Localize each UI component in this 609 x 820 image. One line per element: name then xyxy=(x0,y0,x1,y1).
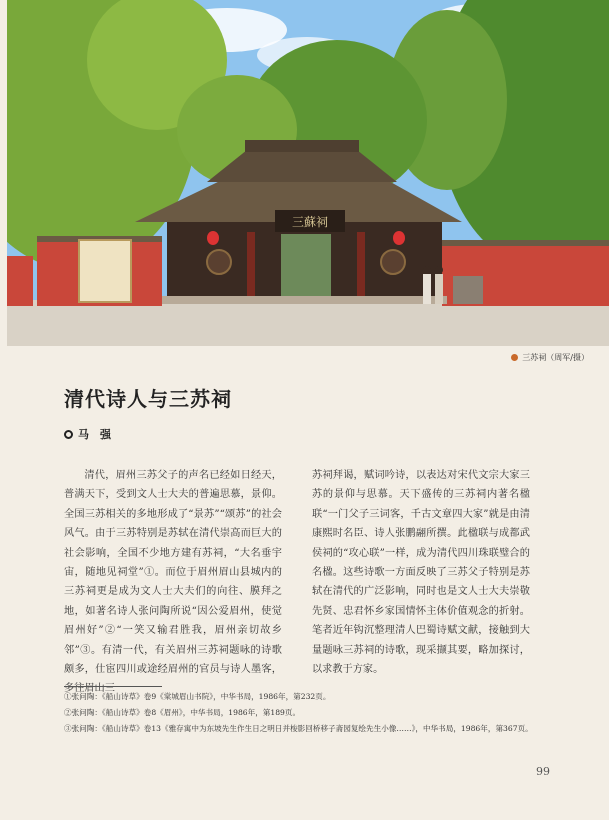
author-line xyxy=(64,426,111,442)
plaque-text: 三蘇祠 xyxy=(291,215,329,229)
photo-caption xyxy=(511,352,589,363)
caption-text: 三苏祠（周军/摄） xyxy=(522,353,589,362)
author-name: 马 强 xyxy=(78,428,111,441)
caption-dot-icon xyxy=(511,354,518,361)
article-title: 清代诗人与三苏祠 xyxy=(64,387,232,411)
temple-photo xyxy=(7,0,609,346)
footnote-1: ①张问陶：《船山诗草》卷9《棠城眉山书院》，中华书局，1986年，第232页。 xyxy=(64,692,331,701)
page-number: 99 xyxy=(536,765,550,778)
footnote-3: ③张问陶：《船山诗草》卷13《雅存寓中为东坡先生作生日之明日并梭影回桥移子斋园复绘先生小像……》，中华书局，1986年，第367页。 xyxy=(64,724,533,733)
footnote-divider xyxy=(64,686,162,687)
body-column-left: 清代，眉州三苏父子的声名已经如日经天，普满天下，受到文人士大夫的普遍思慕，景仰。全国三苏相关的多地形成了“景苏”“颂苏”的社会风气。由于三苏特别是苏轼在清代崇高而巨大的社会影响，全国不少地方建有苏祠，“大名垂宇宙，随地见祠堂”①。而位于眉州眉山县城内的三苏祠更是成为文人士大夫们的向往、膜拜之地，如著名诗人张问陶所说“因公爱眉州，使觉眉州好”②“一笑又输君胜我，眉州亲切故乡邻”③。有清一代，有关眉州三苏祠题咏的诗歌颇多，仕宦四川或途经眉州的官员与诗人墨客，多往眉山三 xyxy=(64,470,282,695)
body-column-right: 苏祠拜谒，赋词吟诗，以表达对宋代文宗大家三苏的景仰与思慕。天下盛传的三苏祠内著名楹联“一门父子三词客，千古文章四大家”就是由清康熙时名臣、诗人张鹏翮所撰。此楹联与成都武侯祠的“攻心联”一样，成为清代四川珠联璧合的名楹。这些诗歌一方面反映了三苏父子特别是苏轼在清代的广泛影响，同时也是文人士大夫崇敬先贤、忠君怀乡家国情怀主体价值观念的折射。笔者近年钩沉整理清人巴蜀诗赋文献，接触到大量题咏三苏祠的诗歌，现采撷其要，略加探讨，以求教于方家。 xyxy=(312,470,530,676)
footnote-2: ②张问陶：《船山诗草》卷8《眉州》，中华书局，1986年，第189页。 xyxy=(64,708,301,717)
author-bullet-icon xyxy=(64,430,73,439)
